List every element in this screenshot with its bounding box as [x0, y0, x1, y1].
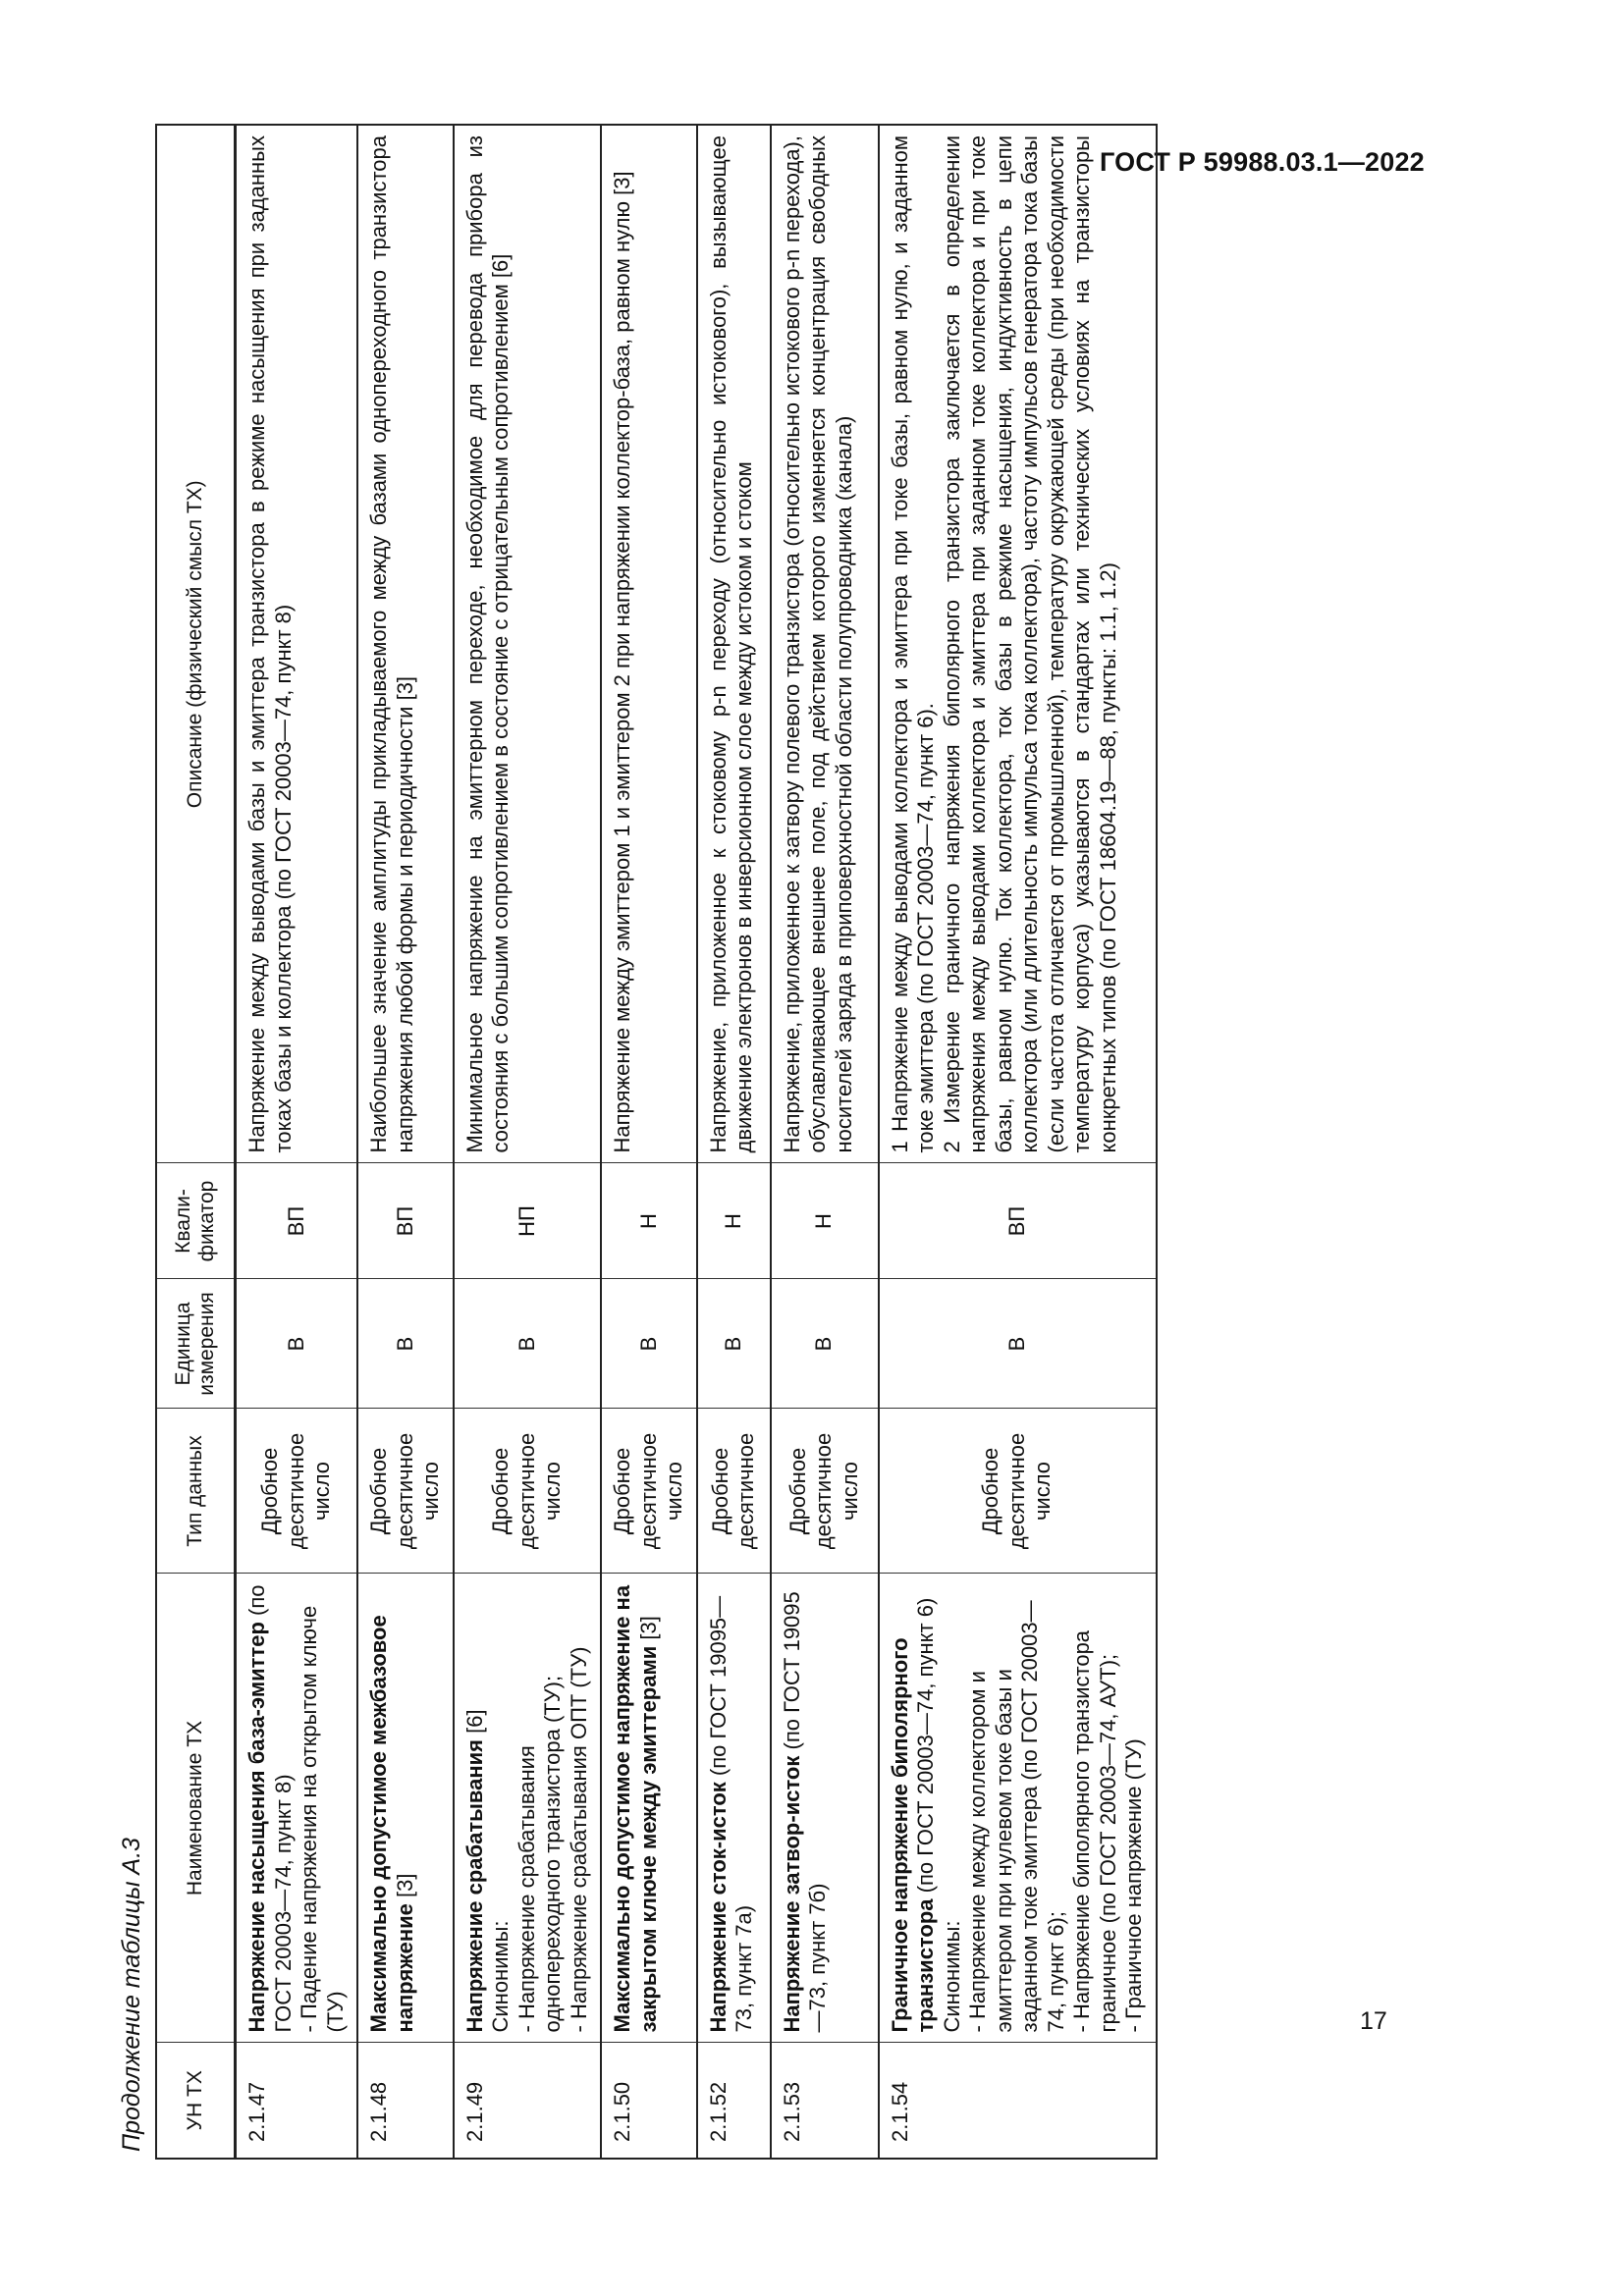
row-code: 2.1.54 — [879, 2043, 1157, 2159]
row-code: 2.1.50 — [601, 2043, 697, 2159]
row-name-bold: Напряжение срабатывания — [461, 1738, 487, 2033]
row-name-cell — [236, 1574, 358, 2043]
table-row — [236, 125, 358, 2159]
row-qualifier: Н — [771, 1163, 879, 1279]
row-name-cell — [454, 1574, 602, 2043]
row-unit: В — [601, 1279, 697, 1409]
row-description: Минимальное напряжение на эмиттерном переходе, необходимое для перевода прибора из состояния с большим сопротивлением в состояние с отрицательным сопротивлением [6] — [454, 125, 602, 1163]
synonym-item: - Напряжение между коллектором и эмиттером при нулевом токе базы и заданном токе эмиттера (по ГОСТ 20003—74, пункт 6); — [965, 1600, 1068, 2033]
table-row — [771, 125, 879, 2159]
row-code: 2.1.52 — [697, 2043, 771, 2159]
row-name-cell — [601, 1574, 697, 2043]
table-header-row — [156, 125, 236, 2159]
table-row — [357, 125, 454, 2159]
row-code: 2.1.53 — [771, 2043, 879, 2159]
row-data-type: Дробное десятичное число — [357, 1409, 454, 1574]
synonym-item: - Напряжение биполярного транзистора граничное (по ГОСТ 20003—74, АУТ); — [1069, 1629, 1120, 2033]
row-qualifier: Н — [697, 1163, 771, 1279]
row-name-bold: Максимально допустимое межбазовое напряжение — [366, 1615, 417, 2033]
rotated-table-block — [108, 118, 1434, 2160]
row-name-rest: (по ГОСТ 19095—73, пункт 7а) — [705, 1595, 756, 2033]
row-name-cell — [697, 1574, 771, 2043]
column-header: Наименование ТХ — [156, 1574, 236, 2043]
row-data-type: Дробное десятичное число — [601, 1409, 697, 1574]
synonyms-label: Синонимы: — [488, 1920, 513, 2033]
row-qualifier: ВП — [236, 1163, 358, 1279]
row-name-cell — [771, 1574, 879, 2043]
row-name-bold: Напряжение сток-исток — [705, 1782, 731, 2033]
row-name-rest: [3] — [392, 1873, 417, 1904]
row-description: 1 Напряжение между выводами коллектора и эмиттера при токе базы, равном нулю, и заданном токе эмиттера (по ГОСТ 20003—74, пункт 6). 2 Измерение граничного напряжения биполярного транзистора заключается в определении напряжения между выводами коллектора и эмиттера при заданном токе коллектора и при токе базы, равном нулю. Ток коллектора, ток базы в режиме насыщения, индуктивность в цепи коллектора (или длительность импульса тока коллектора), частоту импульсов генератора тока базы (если частота отличается от промышленной), температуру окружающей среды (при необходимости температуру корпуса) указываются в стандартах или технических условиях на транзисторы конкретных типов (по ГОСТ 18604.19—88, пункты: 1.1, 1.2) — [879, 125, 1157, 1163]
column-header: Тип данных — [156, 1409, 236, 1574]
row-qualifier: НП — [454, 1163, 602, 1279]
table-row — [697, 125, 771, 2159]
row-name-rest: (по ГОСТ 20003—74, пункт 6) — [913, 1597, 938, 1899]
column-header: Описание (физический смысл ТХ) — [156, 125, 236, 1163]
row-unit: В — [771, 1279, 879, 1409]
synonyms-label: Синонимы: — [939, 1920, 964, 2033]
column-header: УН ТХ — [156, 2043, 236, 2159]
row-unit: В — [236, 1279, 358, 1409]
row-name-bold: Граничное напряжение биполярного транзистора — [887, 1637, 938, 2033]
row-data-type: Дробное десятичное число — [879, 1409, 1157, 1574]
row-qualifier: ВП — [879, 1163, 1157, 1279]
page-number: 17 — [1360, 2007, 1387, 2035]
row-qualifier: Н — [601, 1163, 697, 1279]
row-description: Напряжение, приложенное к стоковому p-n переходу (относительно истокового), вызывающее движение электронов в инверсионном слое между истоком и стоком — [697, 125, 771, 1163]
characteristics-table — [155, 124, 1158, 2160]
document-header: ГОСТ Р 59988.03.1—2022 — [1100, 147, 1425, 177]
row-unit: В — [357, 1279, 454, 1409]
row-name-bold: Напряжение затвор-исток — [779, 1755, 804, 2033]
row-data-type: Дробное десятичное — [697, 1409, 771, 1574]
column-header: Единица измерения — [156, 1279, 236, 1409]
row-name-bold: Максимально допустимое напряжение на закрытом ключе между эмиттерами — [610, 1584, 661, 2033]
column-header: Квали-фикатор — [156, 1163, 236, 1279]
row-data-type: Дробное десятичное число — [771, 1409, 879, 1574]
row-data-type: Дробное десятичное число — [454, 1409, 602, 1574]
row-name-rest: [6] — [461, 1709, 487, 1739]
row-code: 2.1.47 — [236, 2043, 358, 2159]
row-name-rest: (по ГОСТ 20003—74, пункт 8) — [244, 1584, 296, 2033]
row-qualifier: ВП — [357, 1163, 454, 1279]
row-description: Напряжение между эмиттером 1 и эмиттером 2 при напряжении коллектор-база, равном нулю [3] — [601, 125, 697, 1163]
row-name-rest: [3] — [635, 1616, 661, 1646]
row-name-cell — [879, 1574, 1157, 2043]
row-description: Напряжение, приложенное к затвору полевого транзистора (относительно истокового p-n перехода), обуславливающее внешнее поле, под действием которого изменяется концентрация свободных носителей заряда в приповерхностной области полупроводника (канала) — [771, 125, 879, 1163]
row-unit: В — [454, 1279, 602, 1409]
row-description: Напряжение между выводами базы и эмиттера транзистора в режиме насыщения при заданных токах базы и коллектора (по ГОСТ 20003—74, пункт 8) — [236, 125, 358, 1163]
row-description: Наибольшее значение амплитуды прикладываемого между базами однопереходного транзистора напряжения любой формы и периодичности [3] — [357, 125, 454, 1163]
row-name-cell — [357, 1574, 454, 2043]
row-unit: В — [697, 1279, 771, 1409]
row-name-rest: (по ГОСТ 19095—73, пункт 7б) — [779, 1591, 830, 2033]
row-code: 2.1.49 — [454, 2043, 602, 2159]
synonym-item: - Падение напряжения на открытом ключе (ТУ) — [297, 1605, 348, 2033]
row-code: 2.1.48 — [357, 2043, 454, 2159]
row-name-bold: Напряжение насыщения база-эмиттер — [244, 1622, 269, 2033]
table-caption: Продолжение таблицы А.3 — [118, 1838, 145, 2152]
table-row — [601, 125, 697, 2159]
table-row — [454, 125, 602, 2159]
synonym-item: - Напряжение срабатывания однопереходного транзистора (ТУ); — [514, 1675, 565, 2033]
synonym-item: - Граничное напряжение (ТУ) — [1121, 1738, 1146, 2033]
row-data-type: Дробное десятичное число — [236, 1409, 358, 1574]
row-unit: В — [879, 1279, 1157, 1409]
synonym-item: - Напряжение срабатывания ОПТ (ТУ) — [566, 1646, 591, 2033]
table-row — [879, 125, 1157, 2159]
